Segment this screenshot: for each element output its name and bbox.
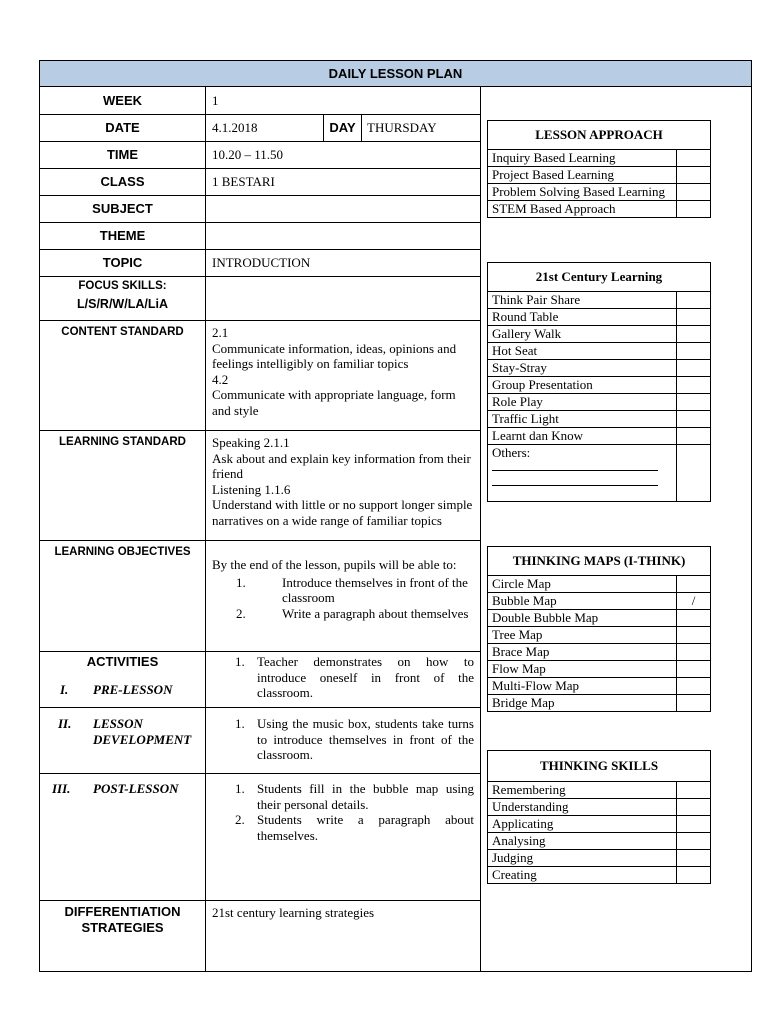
learning-objectives-value [212,557,474,621]
post-lesson-activities [212,781,474,843]
focus-skills-row [40,276,480,321]
table-row [488,326,711,343]
date-value: 4.1.2018 [212,119,258,135]
post-lesson-label: POST-LESSON [93,781,179,796]
others-blank-line[interactable] [492,475,658,486]
thinking-skills-table [487,750,711,884]
pre-lesson-row [40,651,480,708]
approach-item-label: Problem Solving Based Learning [488,184,677,201]
approach-item-label: Inquiry Based Learning [488,150,677,167]
century-learning-title: 21st Century Learning [488,263,711,292]
subject-row [40,195,480,223]
map-checkbox[interactable] [677,610,711,627]
differentiation-value: 21st century learning strategies [212,905,375,920]
skill-item-label: Applicating [488,816,677,833]
century-checkbox[interactable] [677,394,711,411]
skill-checkbox[interactable] [677,867,711,884]
list-number: 1. [236,574,246,590]
list-item [212,812,474,843]
century-checkbox[interactable] [677,309,711,326]
list-item [212,654,474,701]
list-text: Using the music box, students take turns to introduce themselves in front of the classroom. [257,716,474,763]
content-standard-line: 4.2 [212,371,229,387]
differentiation-row [40,900,480,971]
century-item-label: Hot Seat [488,343,677,360]
date-row [40,114,480,142]
learning-standard-line: Speaking 2.1.1 [212,435,290,450]
lesson-development-label-line2: DEVELOPMENT [93,731,192,747]
table-row [488,661,711,678]
others-checkbox[interactable] [677,445,711,502]
learning-standard-row [40,430,480,541]
list-text: Write a paragraph about themselves [282,605,469,621]
topic-row [40,249,480,277]
week-value: 1 [212,92,219,108]
learning-standard-line: Ask about and explain key information from their friend [212,450,471,482]
century-checkbox[interactable] [677,292,711,309]
post-lesson-row [40,773,480,901]
century-item-label: Role Play [488,394,677,411]
lesson-development-label [93,716,191,747]
list-text: Students fill in the bubble map using their personal details. [257,781,474,812]
approach-checkbox[interactable] [677,167,711,184]
activities-label: ACTIVITIES [86,654,159,669]
class-value: 1 BESTARI [212,173,275,189]
skill-item-label: Judging [488,850,677,867]
list-text: Teacher demonstrates on how to introduce oneself in front of the classroom. [257,654,474,701]
content-standard-line: Communicate information, ideas, opinions and feelings intelligibly on familiar topics [212,340,457,372]
table-row [488,184,711,201]
learning-objectives-label: LEARNING OBJECTIVES [40,540,206,651]
list-number: 1. [235,716,245,731]
learning-objectives-intro: By the end of the lesson, pupils will be able to: [212,557,457,572]
learning-standard-line: Listening 1.1.6 [212,481,291,497]
table-row [488,782,711,799]
list-number: 1. [235,654,245,669]
lesson-development-label-line1: LESSON [93,716,143,731]
class-row [40,168,480,196]
map-item-label: Multi-Flow Map [488,678,677,695]
post-lesson-list [212,781,474,843]
table-row [488,167,711,184]
others-label: Others: [492,445,531,460]
theme-value [212,222,474,249]
table-row [488,593,711,610]
skill-checkbox[interactable] [677,782,711,799]
table-row [488,445,711,502]
week-row [40,87,480,115]
day-value: THURSDAY [367,119,437,135]
thinking-maps-table [487,546,711,712]
table-row [488,360,711,377]
pre-lesson-activities [212,654,474,701]
table-row [488,411,711,428]
content-standard-label: CONTENT STANDARD [40,320,206,430]
pre-lesson-number: I. [60,682,69,697]
learning-standard-label: LEARNING STANDARD [40,430,206,540]
list-item [212,716,474,763]
list-item [212,781,474,812]
skill-item-label: Creating [488,867,677,884]
pre-lesson-label: PRE-LESSON [93,682,173,697]
page-title: DAILY LESSON PLAN [40,61,751,87]
century-checkbox[interactable] [677,411,711,428]
approach-item-label: STEM Based Approach [488,201,677,218]
topic-value: INTRODUCTION [212,254,311,270]
lesson-approach-table [487,120,711,218]
skill-checkbox[interactable] [677,816,711,833]
day-label: DAY [323,114,362,141]
list-number: 2. [235,812,245,828]
table-row [488,610,711,627]
content-standard-row [40,320,480,431]
map-checkbox[interactable] [677,627,711,644]
focus-skills-label [40,276,206,320]
pre-lesson-list [212,654,474,701]
approach-checkbox[interactable] [677,150,711,167]
date-label: DATE [40,114,206,141]
table-row [488,867,711,884]
subject-label: SUBJECT [40,195,206,222]
lesson-development-activities [212,716,474,763]
time-value: 10.20 – 11.50 [212,146,284,162]
lesson-development-list [212,716,474,763]
century-item-label: Stay-Stray [488,360,677,377]
time-label: TIME [40,141,206,168]
table-row [488,343,711,360]
list-text: Students write a paragraph about themselves. [257,812,474,843]
map-checkbox[interactable] [677,644,711,661]
content-standard-line: Communicate with appropriate language, form and style [212,387,456,418]
table-row [488,816,711,833]
theme-row [40,222,480,250]
table-row [488,309,711,326]
skill-checkbox[interactable] [677,833,711,850]
century-learning-table [487,262,711,502]
lesson-plan-sheet [39,60,752,972]
post-lesson-number: III. [52,781,71,796]
content-standard-line: 2.1 [212,325,229,340]
table-row [488,377,711,394]
table-row [488,833,711,850]
skill-item-label: Understanding [488,799,677,816]
week-label: WEEK [40,87,206,114]
century-checkbox[interactable] [677,326,711,343]
map-checkbox[interactable]: / [677,593,711,610]
century-checkbox[interactable] [677,377,711,394]
table-row [488,150,711,167]
map-checkbox[interactable] [677,661,711,678]
century-checkbox[interactable] [677,360,711,377]
century-item-label: Learnt dan Know [488,428,677,445]
list-item [212,606,474,622]
objectives-list [212,575,474,622]
thinking-maps-title: THINKING MAPS (I-THINK) [488,547,711,576]
differentiation-label [40,900,206,971]
thinking-skills-title: THINKING SKILLS [488,751,711,782]
lesson-approach-title: LESSON APPROACH [488,121,711,150]
table-row [488,292,711,309]
table-row [488,201,711,218]
content-standard-value [212,325,474,419]
map-item-label: Circle Map [488,576,677,593]
table-row [488,627,711,644]
century-item-label: Gallery Walk [488,326,677,343]
list-item [212,575,474,606]
others-blank-line[interactable] [492,460,658,471]
list-text: Introduce themselves in front of the classroom [282,574,468,606]
learning-standard-line: Understand with little or no support longer simple narratives on a wide range of familiar topics [212,497,473,528]
century-checkbox[interactable] [677,343,711,360]
century-checkbox[interactable] [677,428,711,445]
table-row [488,644,711,661]
map-item-label: Double Bubble Map [488,610,677,627]
others-cell [488,445,677,502]
table-row [488,576,711,593]
topic-label: TOPIC [40,249,206,276]
skill-checkbox[interactable] [677,799,711,816]
century-item-label: Think Pair Share [488,292,677,309]
lesson-development-number: II. [58,716,72,731]
class-label: CLASS [40,168,206,195]
list-number: 1. [235,781,245,796]
map-item-label: Brace Map [488,644,677,661]
skill-checkbox[interactable] [677,850,711,867]
century-item-label: Round Table [488,309,677,326]
skill-item-label: Analysing [488,833,677,850]
lesson-details-table [40,87,481,971]
subject-value [212,195,474,222]
differentiation-label-line2: STRATEGIES [81,920,164,935]
table-row [488,695,711,712]
approach-item-label: Project Based Learning [488,167,677,184]
table-row [488,394,711,411]
focus-skills-label-line2: L/S/R/W/LA/LiA [77,297,168,311]
learning-objectives-row [40,540,480,652]
map-item-label: Bridge Map [488,695,677,712]
skill-item-label: Remembering [488,782,677,799]
map-item-label: Bubble Map [488,593,677,610]
map-item-label: Tree Map [488,627,677,644]
century-item-label: Group Presentation [488,377,677,394]
learning-standard-value [212,435,474,529]
list-number: 2. [236,605,246,621]
time-row [40,141,480,169]
table-row [488,678,711,695]
table-row [488,850,711,867]
map-checkbox[interactable] [677,576,711,593]
table-row [488,428,711,445]
map-checkbox[interactable] [677,695,711,712]
approach-checkbox[interactable] [677,184,711,201]
differentiation-label-line1: DIFFERENTIATION [64,904,181,919]
focus-skills-label-line1: FOCUS SKILLS: [78,280,167,292]
lesson-development-row [40,707,480,774]
map-checkbox[interactable] [677,678,711,695]
theme-label: THEME [40,222,206,249]
map-item-label: Flow Map [488,661,677,678]
century-item-label: Traffic Light [488,411,677,428]
table-row [488,799,711,816]
approach-checkbox[interactable] [677,201,711,218]
